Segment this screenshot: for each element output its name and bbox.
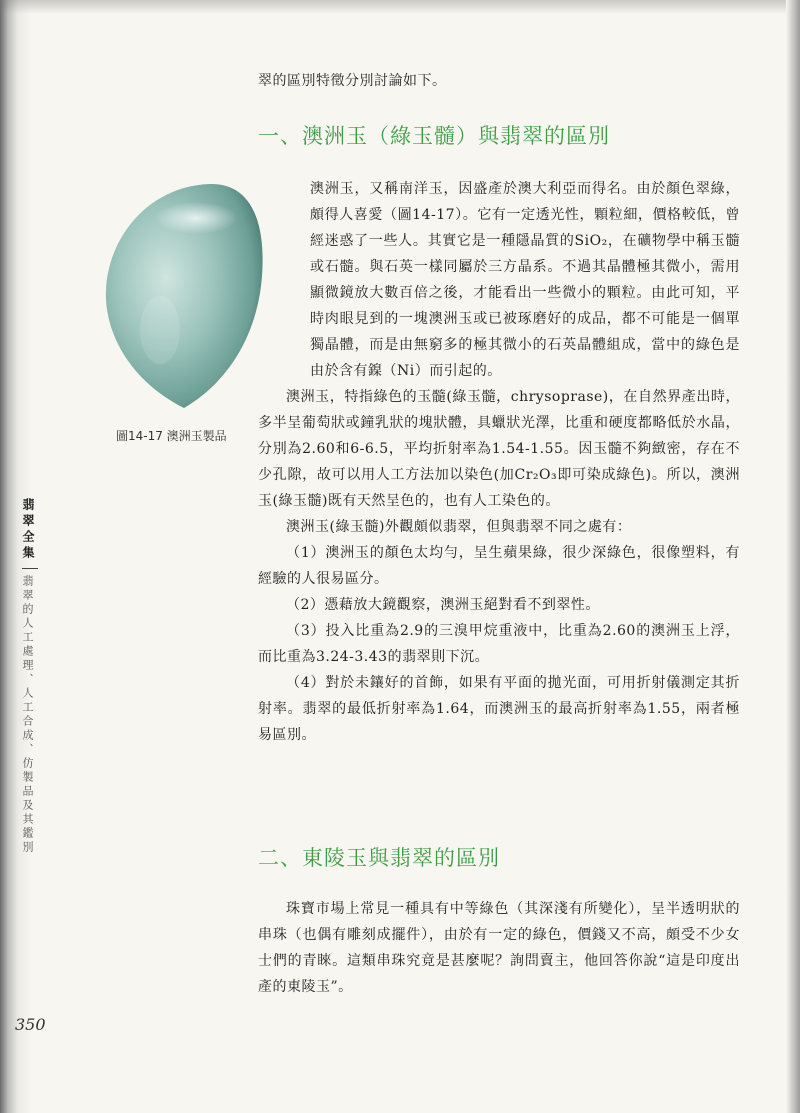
section2-body xyxy=(258,896,740,1000)
sidebar-divider xyxy=(22,568,38,569)
list-item: （1）澳洲玉的顏色太均勻，呈生蘋果綠，很少深綠色，很像塑料，有經驗的人很易區分。 xyxy=(258,545,740,587)
intro-line: 翠的區別特徵分別討論如下。 xyxy=(258,73,447,89)
list-item: （2）憑藉放大鏡觀察，澳洲玉絕對看不到翠性。 xyxy=(286,597,600,613)
section1-paragraph-1: 澳洲玉，又稱南洋玉，因盛產於澳大利亞而得名。由於顏色翠綠，頗得人喜愛（圖14-17）。它有一定透光性，顆粒細，價格較低，曾經迷惑了一些人。其實它是一種隱晶質的SiO₂，在礦物學中稱玉髓或石髓。與石英一樣同屬於三方晶系。不過其晶體極其微小，需用顯微鏡放大數百倍之後，才能看出一些微小的顆粒。由此可知，平時肉眼見到的一塊澳洲玉或已被琢磨好的成品，都不可能是一個單獨晶體，而是由無窮多的極其微小的石英晶體組成，當中的綠色是由於含有鎳（Ni）而引起的。 xyxy=(310,181,740,379)
jade-pear-gem-image xyxy=(100,180,268,412)
right-edge-shadow xyxy=(786,0,800,1113)
section2-heading: 二、東陵玉與翡翠的區別 xyxy=(258,846,500,870)
sidebar-chapter-tab xyxy=(20,498,40,855)
section1-paragraph-2: 澳洲玉，特指綠色的玉髓(綠玉髓，chrysoprase)，在自然界產出時，多半呈葡萄狀或鐘乳狀的塊狀體，具蠟狀光澤，比重和硬度都略低於水晶，分別為2.60和6-6.5，平均折射率為1.54-1.55。因玉髓不夠緻密，存在不少孔隙，故可以用人工方法加以染色(加Cr₂O₃即可染成綠色)。所以，澳洲玉(綠玉髓)既有天然呈色的，也有人工染色的。 xyxy=(258,389,740,509)
gem-figure xyxy=(100,180,268,412)
section1-heading: 一、澳洲玉（綠玉髓）與翡翠的區別 xyxy=(258,124,610,148)
top-edge-shadow xyxy=(0,0,800,14)
list-item: （3）投入比重為2.9的三溴甲烷重液中，比重為2.60的澳洲玉上浮，而比重為3.24-3.43的翡翠則下沉。 xyxy=(258,623,740,665)
section2-paragraph-1: 珠寶市場上常見一種具有中等綠色（其深淺有所變化），呈半透明狀的串珠（也偶有雕刻成擺件），由於有一定的綠色，價錢又不高，頗受不少女士們的青睞。這類串珠究竟是甚麼呢？詢問賣主，他回答你說“這是印度出產的東陵玉”。 xyxy=(258,901,740,995)
section1-body xyxy=(258,176,740,748)
page-number: 350 xyxy=(15,1015,46,1034)
sidebar-book-title: 翡翠全集 xyxy=(21,498,35,562)
list-item: （4）對於未鑲好的首飾，如果有平面的拋光面，可用折射儀測定其折射率。翡翠的最低折射率為1.64，而澳洲玉的最高折射率為1.55，兩者極易區別。 xyxy=(258,675,740,743)
section1-paragraph-3: 澳洲玉(綠玉髓)外觀頗似翡翠，但與翡翠不同之處有： xyxy=(286,519,632,535)
sidebar-chapter-title: 翡翠的人工處理、人工合成、仿製品及其鑑別 xyxy=(21,575,34,855)
figure-caption: 圖14-17 澳洲玉製品 xyxy=(116,429,227,443)
